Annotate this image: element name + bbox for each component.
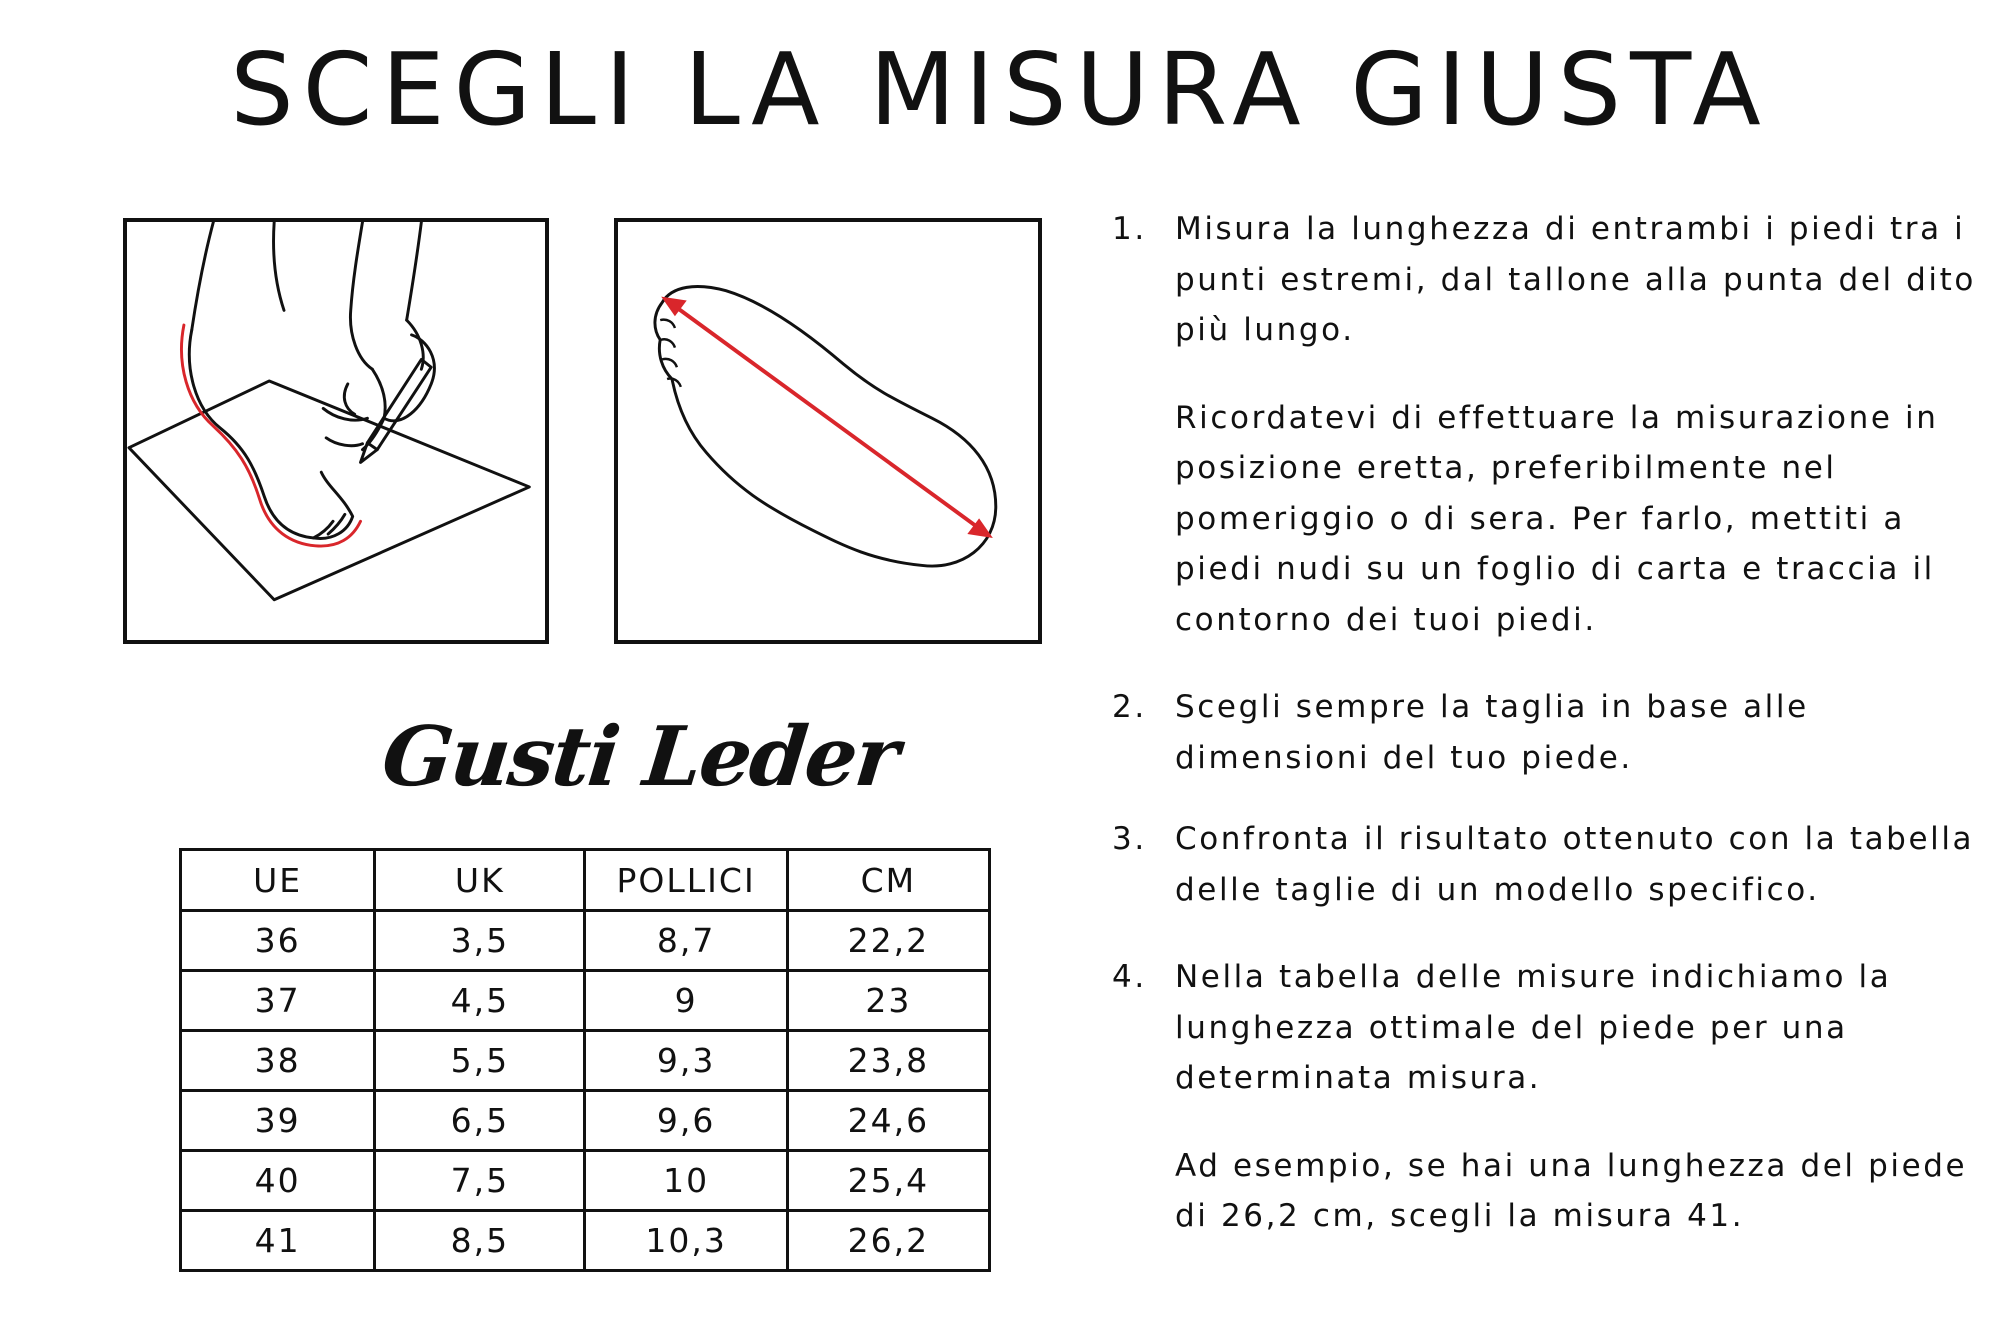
cell-ue: 38 <box>181 1031 375 1091</box>
cell-uk: 3,5 <box>375 911 585 971</box>
cell-pollici: 9,6 <box>585 1091 787 1151</box>
header-pollici: POLLICI <box>585 850 787 911</box>
cell-pollici: 9 <box>585 971 787 1031</box>
step-text: Nella tabella delle misure indichiamo la lunghezza ottimale del piede per una determinata misura. <box>1175 959 1892 1096</box>
table-row <box>181 1091 990 1151</box>
instructions-list <box>1112 204 1982 1242</box>
step-3 <box>1112 814 1982 915</box>
cell-uk: 8,5 <box>375 1211 585 1271</box>
cell-ue: 39 <box>181 1091 375 1151</box>
step-1 <box>1112 204 1982 645</box>
cell-pollici: 9,3 <box>585 1031 787 1091</box>
cell-uk: 4,5 <box>375 971 585 1031</box>
header-ue: UE <box>181 850 375 911</box>
cell-cm: 25,4 <box>787 1151 989 1211</box>
cell-ue: 41 <box>181 1211 375 1271</box>
header-uk: UK <box>375 850 585 911</box>
cell-ue: 37 <box>181 971 375 1031</box>
table-row <box>181 971 990 1031</box>
step-text: Misura la lunghezza di entrambi i piedi tra i punti estremi, dal tallone alla punta del dito più lungo. <box>1175 211 1976 348</box>
header-cm: CM <box>787 850 989 911</box>
cell-cm: 23 <box>787 971 989 1031</box>
cell-pollici: 10,3 <box>585 1211 787 1271</box>
step-4 <box>1112 952 1982 1242</box>
step-number: 2. <box>1112 689 1147 725</box>
table-row <box>181 911 990 971</box>
cell-uk: 7,5 <box>375 1151 585 1211</box>
size-table <box>179 848 991 1272</box>
cell-cm: 24,6 <box>787 1091 989 1151</box>
step-number: 3. <box>1112 821 1147 857</box>
cell-cm: 22,2 <box>787 911 989 971</box>
table-header-row <box>181 850 990 911</box>
step-text: Confronta il risultato ottenuto con la tabella delle taglie di un modello specifico. <box>1175 821 1975 908</box>
table-row <box>181 1151 990 1211</box>
foot-tracing-illustration-icon <box>123 218 549 644</box>
table-row <box>181 1211 990 1271</box>
step-text: Ricordatevi di effettuare la misurazione in posizione eretta, preferibilmente nel pomeriggio o di sera. Per farlo, mettiti a piedi nudi su un foglio di carta e traccia il contorno dei tuoi piedi. <box>1175 399 1939 638</box>
step-text: Ad esempio, se hai una lunghezza del piede di 26,2 cm, scegli la misura 41. <box>1175 1147 1968 1234</box>
step-number: 1. <box>1112 211 1147 247</box>
step-number: 4. <box>1112 959 1147 995</box>
cell-uk: 5,5 <box>375 1031 585 1091</box>
step-text: Scegli sempre la taglia in base alle dimensioni del tuo piede. <box>1175 689 1809 776</box>
cell-pollici: 10 <box>585 1151 787 1211</box>
footprint-measure-illustration-icon <box>614 218 1042 644</box>
page-title: SCEGLI LA MISURA GIUSTA <box>230 31 1770 148</box>
cell-uk: 6,5 <box>375 1091 585 1151</box>
step-2 <box>1112 682 1982 783</box>
svg-text:Gusti Leder: Gusti Leder <box>377 709 902 805</box>
cell-pollici: 8,7 <box>585 911 787 971</box>
cell-cm: 26,2 <box>787 1211 989 1271</box>
brand-logo <box>377 690 902 820</box>
cell-ue: 40 <box>181 1151 375 1211</box>
cell-cm: 23,8 <box>787 1031 989 1091</box>
table-row <box>181 1031 990 1091</box>
cell-ue: 36 <box>181 911 375 971</box>
